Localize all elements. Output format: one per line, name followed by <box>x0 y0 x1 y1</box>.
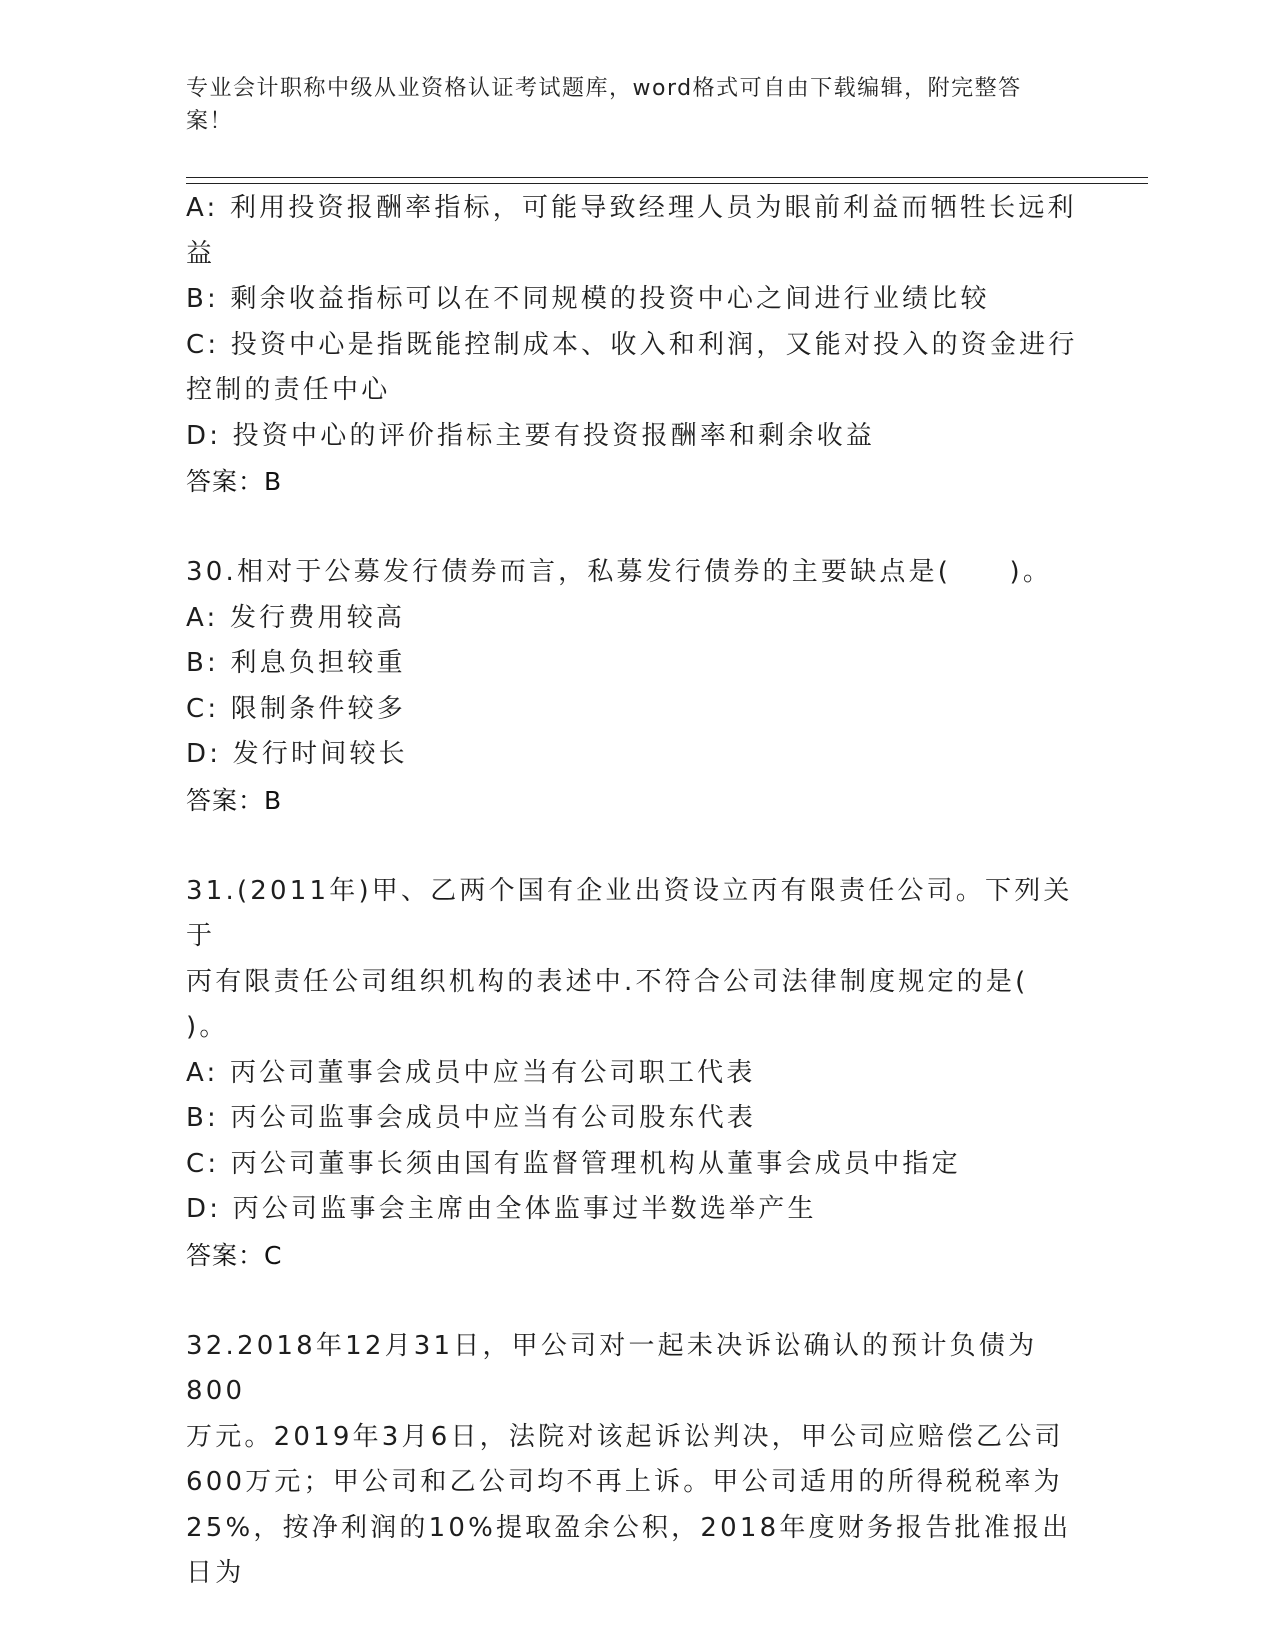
answer: 答案：B <box>186 785 283 815</box>
answer: 答案：B <box>186 467 283 496</box>
header-rule-bottom <box>186 183 1148 184</box>
document-header <box>186 72 1066 138</box>
question-text-line-4: 25%，按净利润的10%提取盈余公积，2018年度财务报告批准报出日为 <box>186 1512 1072 1588</box>
question-29-options <box>186 186 1086 505</box>
option-a-line-1: A: 利用投资报酬率指标，可能导致经理人员为眼前利益而牺牲长远利 <box>186 193 1077 223</box>
question-text-line-1: 32.2018年12月31日，甲公司对一起未决诉讼确认的预计负债为800 <box>186 1330 1038 1406</box>
spacer <box>186 1278 1086 1324</box>
question-text-line-2: 丙有限责任公司组织机构的表述中.不符合公司法律制度规定的是( <box>186 966 1029 997</box>
header-line-2: 案！ <box>186 109 234 134</box>
option-a-line-2: 益 <box>186 238 216 269</box>
header-rule-top <box>186 177 1148 178</box>
question-30 <box>186 550 1086 823</box>
answer: 答案：C <box>186 1240 283 1270</box>
option-b: B: 剩余收益指标可以在不同规模的投资中心之间进行业绩比较 <box>186 284 990 314</box>
option-a: A: 发行费用较高 <box>186 602 406 633</box>
option-d: D: 投资中心的评价指标主要有投资报酬率和剩余收益 <box>186 420 876 451</box>
question-text: 30.相对于公募发行债券而言，私募发行债券的主要缺点是( )。 <box>186 557 1053 587</box>
question-text-line-1: 31.(2011年)甲、乙两个国有企业出资设立丙有限责任公司。下列关于 <box>186 875 1073 951</box>
option-b: B: 利息负担较重 <box>186 648 406 678</box>
question-text-line-3: 600万元；甲公司和乙公司均不再上诉。甲公司适用的所得税税率为 <box>186 1467 1063 1497</box>
spacer <box>186 823 1086 869</box>
option-c: C: 限制条件较多 <box>186 693 406 724</box>
option-a: A: 丙公司董事会成员中应当有公司职工代表 <box>186 1057 756 1088</box>
option-c-line-1: C: 投资中心是指既能控制成本、收入和利润，又能对投入的资金进行 <box>186 329 1078 360</box>
spacer <box>186 505 1086 551</box>
option-d: D: 发行时间较长 <box>186 739 408 769</box>
header-line-1: 专业会计职称中级从业资格认证考试题库，word格式可自由下载编辑，附完整答 <box>186 76 1022 101</box>
option-d: D: 丙公司监事会主席由全体监事过半数选举产生 <box>186 1194 817 1224</box>
option-c: C: 丙公司董事长须由国有监督管理机构从董事会成员中指定 <box>186 1148 961 1179</box>
option-b: B: 丙公司监事会成员中应当有公司股东代表 <box>186 1103 757 1133</box>
question-31 <box>186 869 1086 1279</box>
document-body <box>186 186 1086 1597</box>
option-c-line-2: 控制的责任中心 <box>186 375 391 405</box>
question-text-line-3: )。 <box>186 1012 229 1042</box>
question-32 <box>186 1324 1086 1597</box>
question-text-line-2: 万元。2019年3月6日，法院对该起诉讼判决，甲公司应赔偿乙公司 <box>186 1421 1064 1452</box>
